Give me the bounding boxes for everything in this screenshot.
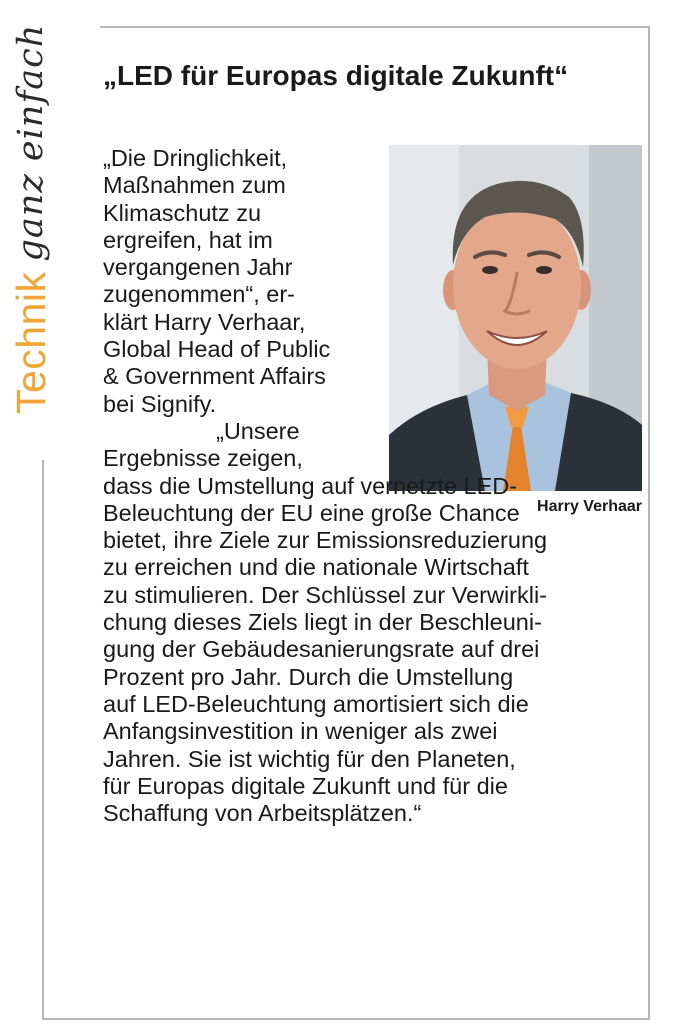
photo-caption: Harry Verhaar <box>537 498 642 515</box>
frame-border-left <box>42 460 44 1020</box>
body-line: ergreifen, hat im <box>103 226 273 253</box>
body-line: & Government Affairs <box>103 363 326 390</box>
body-line: zugenommen“, er- <box>103 281 295 308</box>
body-line: Klimaschutz zu <box>103 199 262 226</box>
frame-border-top <box>100 26 650 28</box>
body-line: vergangenen Jahr <box>103 254 293 281</box>
body-line: Maßnahmen zum <box>103 172 286 199</box>
frame-border-right <box>648 26 650 1020</box>
frame-border-bottom <box>42 1018 650 1020</box>
body-line: für Europas digitale Zukunft und für die <box>103 772 508 799</box>
body-line: auf LED-Beleuchtung amortisiert sich die <box>103 690 529 717</box>
section-label-technik: Technik <box>7 271 54 414</box>
body-line: gung der Gebäudesanierungsrate auf drei <box>103 636 540 663</box>
body-line: chung dieses Ziels liegt in der Beschleuni- <box>103 609 542 636</box>
article-headline: „LED für Europas digitale Zukunft“ <box>103 60 569 91</box>
body-line: bietet, ihre Ziele zur Emissionsreduzierung <box>103 527 548 554</box>
body-line: zu erreichen und die nationale Wirtschaft <box>103 554 529 581</box>
body-line: Prozent pro Jahr. Durch die Umstellung <box>103 663 514 690</box>
body-line: Schaffung von Arbeitsplätzen.“ <box>103 800 422 827</box>
body-line: bei Signify. <box>103 390 217 417</box>
body-line: „Die Dringlichkeit, <box>103 145 288 171</box>
body-line-indented: „Unsere <box>216 417 300 444</box>
body-line: Jahren. Sie ist wichtig für den Planeten, <box>103 745 516 772</box>
body-line: Beleuchtung der EU eine große Chance <box>103 499 520 526</box>
body-line: Anfangsinvestition in weniger als zwei <box>103 718 498 745</box>
body-line: Ergebnisse zeigen, <box>103 445 303 472</box>
article-body <box>103 145 643 827</box>
body-line: dass die Umstellung auf vernetzte LED- <box>103 472 518 499</box>
body-line: zu stimulieren. Der Schlüssel zur Verwirkli- <box>103 581 548 608</box>
section-label-ganz-einfach: ganz einfach <box>11 23 51 262</box>
body-line: klärt Harry Verhaar, <box>103 308 306 335</box>
body-line: Global Head of Public <box>103 336 331 363</box>
section-label <box>2 24 60 414</box>
